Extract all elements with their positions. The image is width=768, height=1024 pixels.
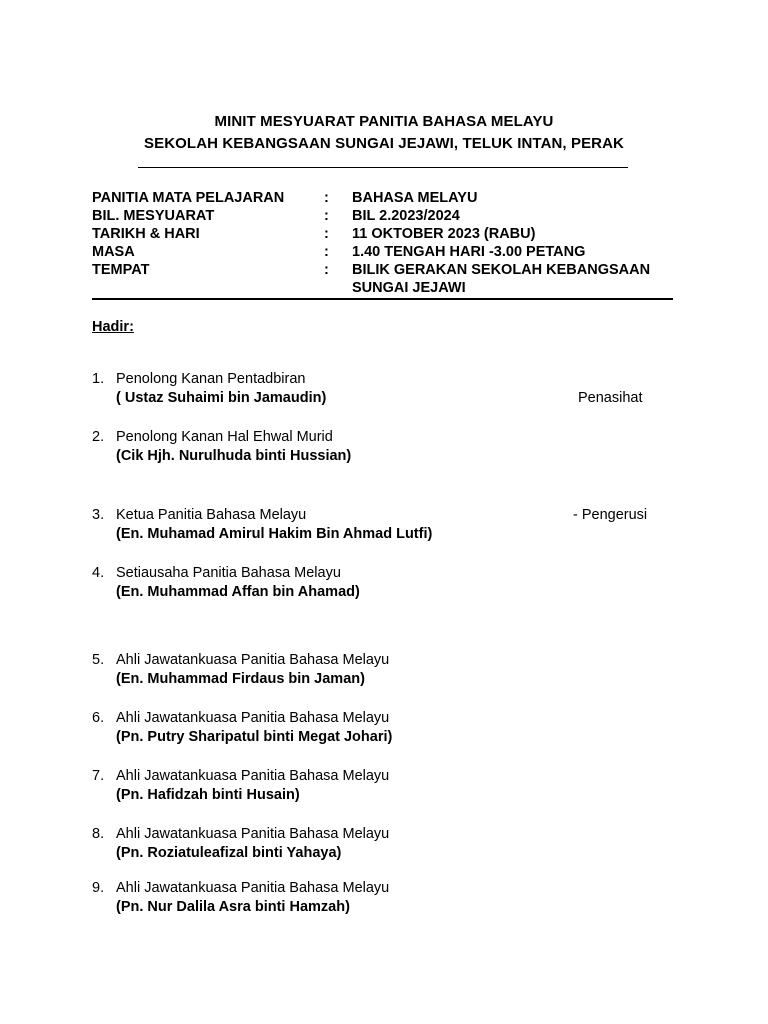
attendance-number: 8. <box>92 826 105 842</box>
attendance-number: 5. <box>92 652 105 668</box>
info-label: TEMPAT <box>92 262 150 278</box>
document-title-line2: SEKOLAH KEBANGSAAN SUNGAI JEJAWI, TELUK INTAN, PERAK <box>144 135 624 152</box>
attendance-name: (Pn. Hafidzah binti Husain) <box>116 787 300 803</box>
attendance-position: Penasihat <box>578 390 643 406</box>
info-colon: : <box>324 244 329 260</box>
attendance-role: Ahli Jawatankuasa Panitia Bahasa Melayu <box>116 710 390 726</box>
info-colon: : <box>324 190 329 206</box>
info-label: TARIKH & HARI <box>92 226 200 242</box>
info-colon: : <box>324 226 329 242</box>
attendance-name: (En. Muhamad Amirul Hakim Bin Ahmad Lutfi) <box>116 526 433 542</box>
attendance-name: (Pn. Roziatuleafizal binti Yahaya) <box>116 845 342 861</box>
attendance-number: 4. <box>92 565 105 581</box>
attendance-role: Ketua Panitia Bahasa Melayu <box>116 507 307 523</box>
attendance-number: 1. <box>92 371 105 387</box>
info-value: BIL 2.2023/2024 <box>352 208 460 224</box>
attendance-role: Ahli Jawatankuasa Panitia Bahasa Melayu <box>116 768 390 784</box>
info-divider <box>92 298 673 300</box>
info-value: BILIK GERAKAN SEKOLAH KEBANGSAAN SUNGAI JEJAWI <box>352 262 651 296</box>
attendance-heading: Hadir: <box>92 319 134 335</box>
attendance-name: ( Ustaz Suhaimi bin Jamaudin) <box>116 390 327 406</box>
info-colon: : <box>324 208 329 224</box>
title-divider <box>138 167 628 168</box>
attendance-role: Penolong Kanan Pentadbiran <box>116 371 306 387</box>
info-value: BAHASA MELAYU <box>352 190 478 206</box>
attendance-number: 2. <box>92 429 105 445</box>
info-value: 1.40 TENGAH HARI -3.00 PETANG <box>352 244 586 260</box>
attendance-name: (Pn. Putry Sharipatul binti Megat Johari) <box>116 729 393 745</box>
attendance-role: Ahli Jawatankuasa Panitia Bahasa Melayu <box>116 880 390 896</box>
attendance-role: Ahli Jawatankuasa Panitia Bahasa Melayu <box>116 652 390 668</box>
attendance-role: Ahli Jawatankuasa Panitia Bahasa Melayu <box>116 826 390 842</box>
document-title-line1: MINIT MESYUARAT PANITIA BAHASA MELAYU <box>214 113 554 130</box>
attendance-position: - Pengerusi <box>573 507 648 523</box>
attendance-number: 7. <box>92 768 105 784</box>
info-label: PANITIA MATA PELAJARAN <box>92 190 285 206</box>
attendance-name: (Cik Hjh. Nurulhuda binti Hussian) <box>116 448 352 464</box>
info-label: MASA <box>92 244 135 260</box>
attendance-name: (En. Muhammad Firdaus bin Jaman) <box>116 671 365 687</box>
attendance-name: (Pn. Nur Dalila Asra binti Hamzah) <box>116 899 350 915</box>
attendance-number: 3. <box>92 507 105 523</box>
info-label: BIL. MESYUARAT <box>92 208 215 224</box>
attendance-role: Penolong Kanan Hal Ehwal Murid <box>116 429 333 445</box>
attendance-number: 6. <box>92 710 105 726</box>
info-value: 11 OKTOBER 2023 (RABU) <box>352 226 536 242</box>
attendance-name: (En. Muhammad Affan bin Ahamad) <box>116 584 360 600</box>
attendance-role: Setiausaha Panitia Bahasa Melayu <box>116 565 341 581</box>
attendance-number: 9. <box>92 880 105 896</box>
info-colon: : <box>324 262 329 278</box>
